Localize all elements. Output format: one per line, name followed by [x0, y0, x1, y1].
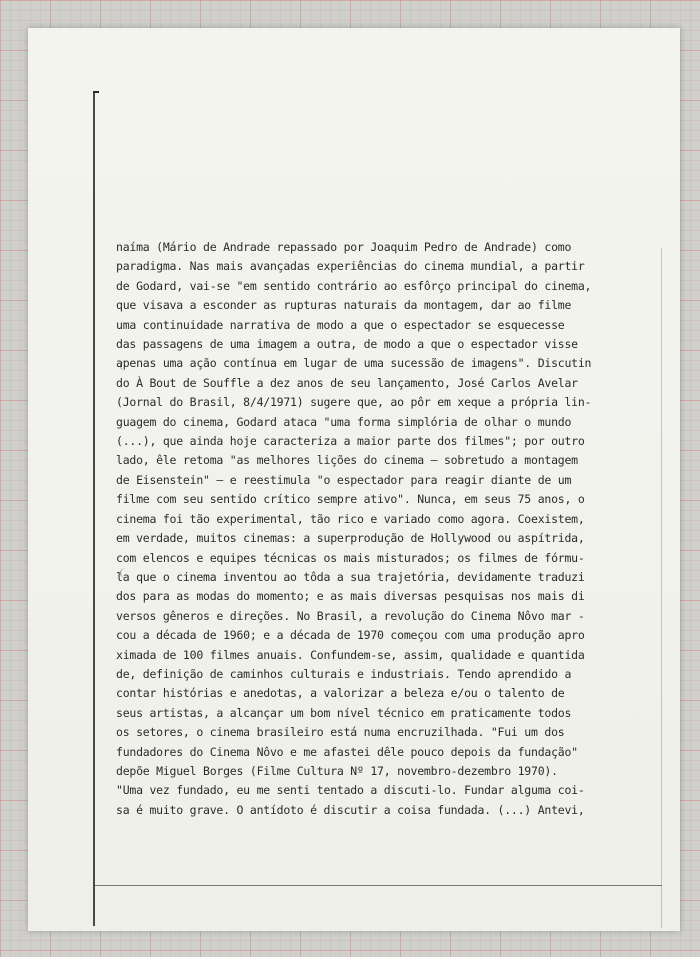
bottom-rule [94, 885, 662, 886]
text-line: versos gêneros e direções. No Brasil, a revolução do Cinema Nôvo mar - [116, 608, 585, 623]
text-line: do À Bout de Souffle a dez anos de seu lançamento, José Carlos Avelar [116, 375, 578, 390]
text-line: seus artistas, a alcançar um bom nível técnico em praticamente todos [116, 705, 572, 720]
text-line: "Uma vez fundado, eu me senti tentado a discuti-lo. Fundar alguma coi- [116, 783, 585, 798]
text-line: fundadores do Cinema Nôvo e me afastei dêle pouco depois da fundação" [116, 744, 578, 759]
text-line: (...), que ainda hoje caracteriza a maior parte dos filmes"; por outro [116, 434, 585, 449]
text-line: cinema foi tão experimental, tão rico e variado como agora. Coexistem, [116, 511, 585, 526]
text-line: paradigma. Nas mais avançadas experiências do cinema mundial, a partir [116, 259, 585, 274]
margin-tick [93, 91, 99, 93]
text-line: com elencos e equipes técnicas os mais misturados; os filmes de fórmu- [116, 550, 585, 565]
text-line: de, definição de caminhos culturais e industriais. Tendo aprendido a [116, 666, 572, 681]
text-line: la que o cinema inventou ao tôda a sua trajetória, devidamente traduzi [116, 569, 585, 584]
text-line: os setores, o cinema brasileiro está numa encruzilhada. "Fui um dos [116, 725, 565, 740]
paper-fold-line [661, 248, 662, 928]
text-line: ximada de 100 filmes anuais. Confundem-se, assim, qualidade e quantida [116, 647, 585, 662]
typed-text-body [116, 238, 636, 820]
text-line: que visava a esconder as rupturas naturais da montagem, dar ao filme [116, 298, 572, 313]
text-line: sa é muito grave. O antídoto é discutir a coisa fundada. (...) Antevi, [116, 802, 585, 817]
text-line: de Godard, vai-se "em sentido contrário ao esfôrço principal do cinema, [116, 278, 592, 293]
left-margin-line [93, 91, 95, 926]
text-line: filme com seu sentido crítico sempre ativo". Nunca, em seus 75 anos, o [116, 492, 585, 507]
text-line: guagem do cinema, Godard ataca "uma forma simplória de olhar o mundo [116, 414, 572, 429]
text-line: das passagens de uma imagem a outra, de modo a que o espectador visse [116, 337, 578, 352]
text-line: em verdade, muitos cinemas: a superprodução de Hollywood ou aspítrida, [116, 531, 585, 546]
text-line: contar histórias e anedotas, a valorizar a beleza e/ou o talento de [116, 686, 565, 701]
text-line: uma continuidade narrativa de modo a que o espectador se esquecesse [116, 317, 565, 332]
text-line: cou a década de 1960; e a década de 1970 começou com uma produção apro [116, 628, 585, 643]
text-line: (Jornal do Brasil, 8/4/1971) sugere que, ao pôr em xeque a própria lin- [116, 395, 592, 410]
text-line: depõe Miguel Borges (Filme Cultura Nº 17, novembro-dezembro 1970). [116, 763, 558, 778]
text-line: lado, êle retoma "as melhores lições do cinema — sobretudo a montagem [116, 453, 578, 468]
text-line: dos para as modas do momento; e as mais diversas pesquisas nos mais di [116, 589, 585, 604]
text-line: apenas uma ação contínua em lugar de uma sucessão de imagens". Discutin [116, 356, 592, 371]
text-line: de Eisenstein" — e reestimula "o espectador para reagir diante de um [116, 472, 572, 487]
text-line: naíma (Mário de Andrade repassado por Joaquim Pedro de Andrade) como [116, 240, 572, 254]
